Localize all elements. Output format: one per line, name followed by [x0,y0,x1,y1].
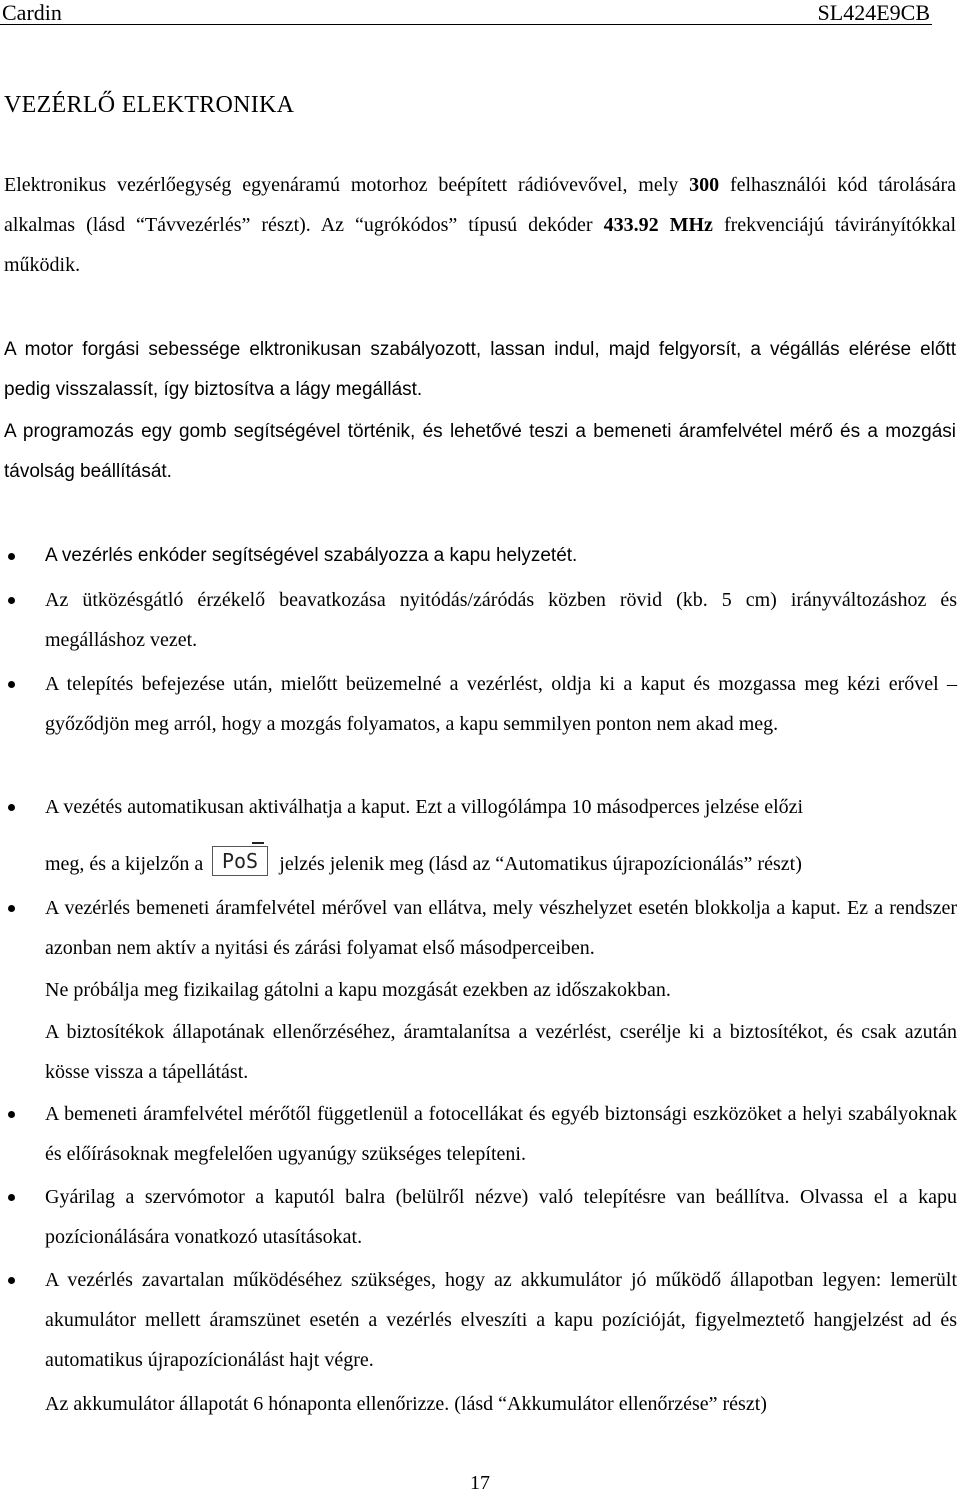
intro-text-2: felhasználói kód tárolására alkalmas (lásd “Távvezérlés” részt). Az “ugrókódos” típusú dekóder [4,174,956,236]
intro-text-3: frekvenciájú távirányítókkal működik. [4,214,957,276]
pos-display-icon [212,842,268,876]
bullet-activation-text-a: meg, és a kijelzőn a [45,853,204,875]
intro-frequency: 433.92 MHz [603,214,713,236]
bullet-activation-text: A vezétés automatikusan aktiválhatja a kaput. Ezt a villogólámpa 10 másodperces jelzése előzi [45,796,804,818]
section-title: VEZÉRLŐ ELEKTRONIKA [4,92,295,118]
header-brand: Cardin [2,0,62,25]
bullet-icon [8,681,15,688]
bullet-independent-text: A bemeneti áramfelvétel mérőtől függetlenül a fotocellákat és egyéb biztonsági eszközöket a helyi szabályoknak és előírásoknak megfelelően ugyanúgy szükséges telepíteni. [45,1103,957,1165]
bullet-icon [8,553,15,560]
speed-paragraph: A motor forgási sebessége elktronikusan szabályozott, lassan indul, majd felgyorsít, a végállás elérése előtt pedig visszalassít, így biztosítva a lágy megállást. [4,339,956,400]
programming-paragraph: A programozás egy gomb segítségével történik, és lehetővé teszi a bemeneti áramfelvétel mérő és a mozgási távolság beállítását. [4,421,956,482]
bullet-icon [8,804,15,811]
intro-user-count: 300 [689,174,720,196]
bullet-install-text: A telepítés befejezése után, mielőtt beüzemelné a vezérlést, oldja ki a kaput és mozgassa meg kézi erővel – győződjön meg arról, hogy a mozgás folyamatos, a kapu semmilyen ponton nem akad meg. [45,673,957,735]
bullet-activation-line2 [45,842,802,884]
header-model: SL424E9CB [817,0,930,25]
battery-note: Az akkumulátor állapotát 6 hónaponta ellenőrizze. (lásd “Akkumulátor ellenőrzése” részt) [45,1393,767,1415]
bullet-collision-text: Az ütközésgátló érzékelő beavatkozása nyitódás/záródás közben rövid (kb. 5 cm) irányváltozáshoz és megálláshoz vezet. [45,589,957,651]
current-note-1: Ne próbálja meg fizikailag gátolni a kapu mozgását ezekben az időszakokban. [45,979,671,1001]
current-note-2: A biztosítékok állapotának ellenőrzéséhez, áramtalanítsa a vezérlést, cserélje ki a biztosítékot, és csak azután kösse vissza a tápellátást. [45,1021,957,1083]
intro-text-1: Elektronikus vezérlőegység egyenáramú motorhoz beépített rádióvevővel, mely [4,174,690,196]
pos-icon-label: PoS [222,849,259,873]
bullet-activation-text-b: jelzés jelenik meg (lásd az “Automatikus újrapozícionálás” részt) [279,853,802,875]
bullet-icon [8,1277,15,1284]
bullet-encoder-text: A vezérlés enkóder segítségével szabályozza a kapu helyzetét. [45,545,578,566]
bullet-icon [8,1194,15,1201]
bullet-icon [8,905,15,912]
bullet-battery-text: A vezérlés zavartalan működéséhez szükséges, hogy az akkumulátor jó működő állapotban legyen: lemerült akumulátor mellett áramszünet esetén a vezérlés elveszíti a kapu pozícióját, figyelmeztető hangjelzést ad és automatikus újrapozícionálást hajt végre. [45,1269,957,1371]
page-header [0,0,932,25]
bullet-factory-text: Gyárilag a szervómotor a kaputól balra (belülről nézve) való telepítésre van beállítva. Olvassa el a kapu pozícionálására vonatkozó utasításokat. [45,1186,957,1248]
bullet-icon [8,597,15,604]
intro-paragraph [4,165,956,285]
bullet-current-text: A vezérlés bemeneti áramfelvétel mérővel van ellátva, mely vészhelyzet esetén blokkolja a kaput. Ez a rendszer azonban nem aktív a nyitási és zárási folyamat első másodperceiben. [45,897,957,959]
page-number: 17 [470,1472,490,1494]
bullet-icon [8,1111,15,1118]
